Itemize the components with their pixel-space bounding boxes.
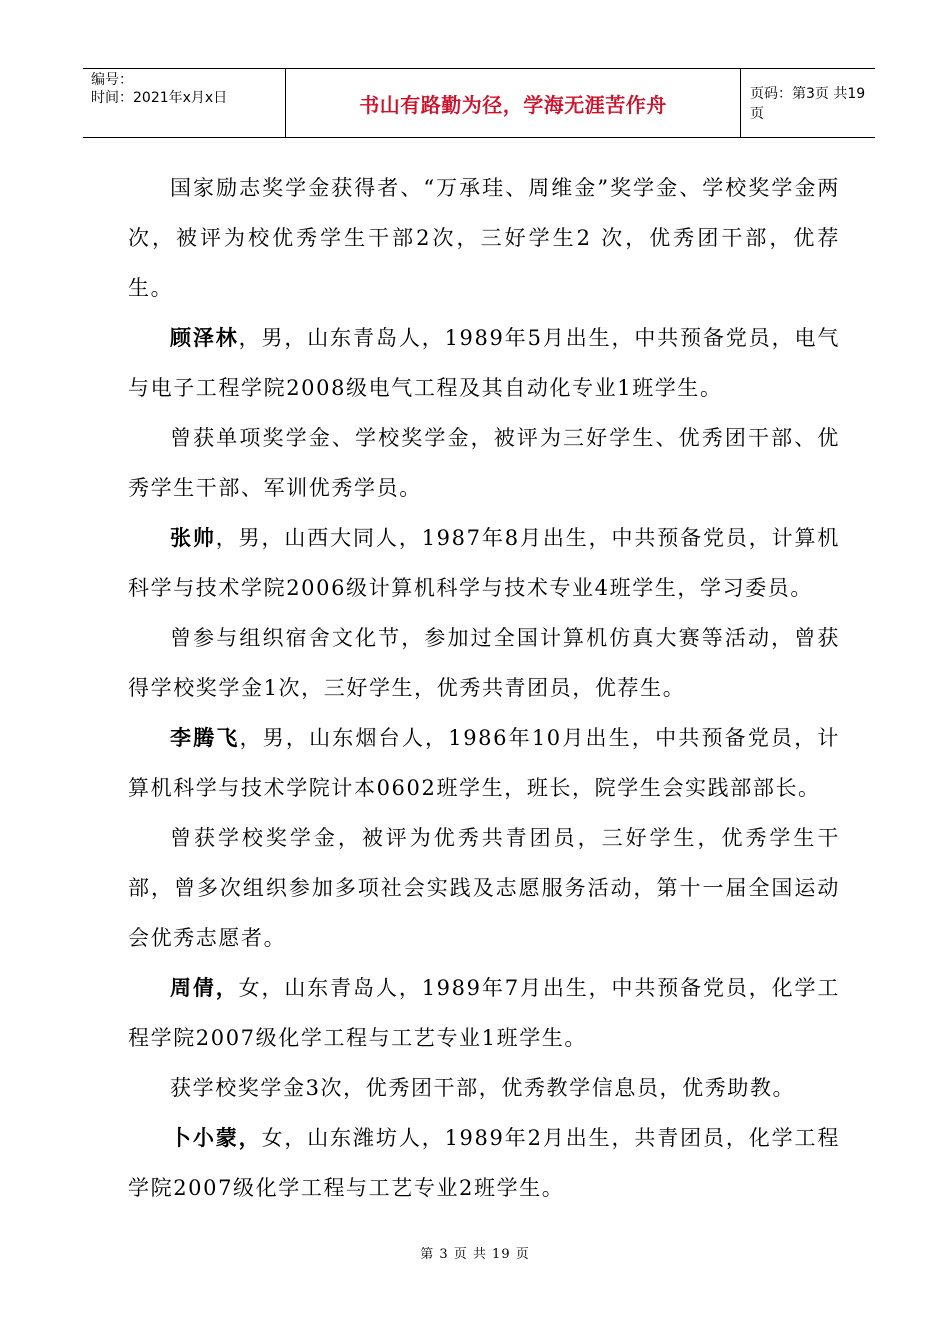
paragraph-text: ，男，山西大同人，1987年8月出生，中共预备党员，计算机科学与技术学院2006级计算机科学与技术专业4班学生，学习委员。 xyxy=(128,526,840,600)
footer-page-number: 第 3 页 共 19 页 xyxy=(420,1247,530,1262)
paragraph xyxy=(128,313,840,413)
document-body xyxy=(128,163,840,1213)
person-name: 张帅 xyxy=(170,526,216,550)
person-name: 卜小蒙， xyxy=(170,1126,262,1150)
header-page-number: 页码：第3页 共19页 xyxy=(750,86,866,122)
paragraph-text: 女，山东潍坊人，1989年2月出生，共青团员，化学工程学院2007级化学工程与工艺专业2班学生。 xyxy=(128,1126,840,1200)
header-motto-cell xyxy=(286,69,741,137)
paragraph xyxy=(128,713,840,813)
paragraph xyxy=(128,513,840,613)
document-number-label: 编号： xyxy=(91,72,133,88)
paragraph xyxy=(128,413,840,513)
paragraph xyxy=(128,813,840,963)
paragraph-text: 国家励志奖学金获得者、“万承珪、周维金”奖学金、学校奖学金两次，被评为校优秀学生干部2次，三好学生2 次，优秀团干部，优荐生。 xyxy=(128,176,840,300)
paragraph-text: 曾参与组织宿舍文化节，参加过全国计算机仿真大赛等活动，曾获得学校奖学金1次，三好学生，优秀共青团员，优荐生。 xyxy=(128,626,840,700)
paragraph xyxy=(128,1063,840,1113)
person-name: 李腾飞 xyxy=(170,726,240,750)
paragraph-text: 获学校奖学金3次，优秀团干部，优秀教学信息员，优秀助教。 xyxy=(170,1076,796,1100)
header-motto: 书山有路勤为径，学海无涯苦作舟 xyxy=(359,92,667,117)
header-meta xyxy=(83,69,286,137)
paragraph xyxy=(128,963,840,1063)
header-page-info xyxy=(741,69,875,137)
person-name: 周倩， xyxy=(170,976,239,1000)
paragraph-text: 曾获单项奖学金、学校奖学金，被评为三好学生、优秀团干部、优秀学生干部、军训优秀学员。 xyxy=(128,426,840,500)
paragraph xyxy=(128,613,840,713)
paragraph-text: ，男，山东青岛人，1989年5月出生，中共预备党员，电气与电子工程学院2008级电气工程及其自动化专业1班学生。 xyxy=(128,326,840,400)
person-name: 顾泽林 xyxy=(170,326,239,350)
paragraph xyxy=(128,1113,840,1213)
paragraph xyxy=(128,163,840,313)
paragraph-text: ，男，山东烟台人，1986年10月出生，中共预备党员，计算机科学与技术学院计本0602班学生，班长，院学生会实践部部长。 xyxy=(128,726,840,800)
page-footer xyxy=(0,1243,950,1262)
paragraph-text: 女，山东青岛人，1989年7月出生，中共预备党员，化学工程学院2007级化学工程与工艺专业1班学生。 xyxy=(128,976,840,1050)
page-header xyxy=(83,68,875,138)
paragraph-text: 曾获学校奖学金，被评为优秀共青团员，三好学生，优秀学生干部，曾多次组织参加多项社会实践及志愿服务活动，第十一届全国运动会优秀志愿者。 xyxy=(128,826,840,950)
document-time-label: 时间：2021年x月x日 xyxy=(91,90,228,106)
